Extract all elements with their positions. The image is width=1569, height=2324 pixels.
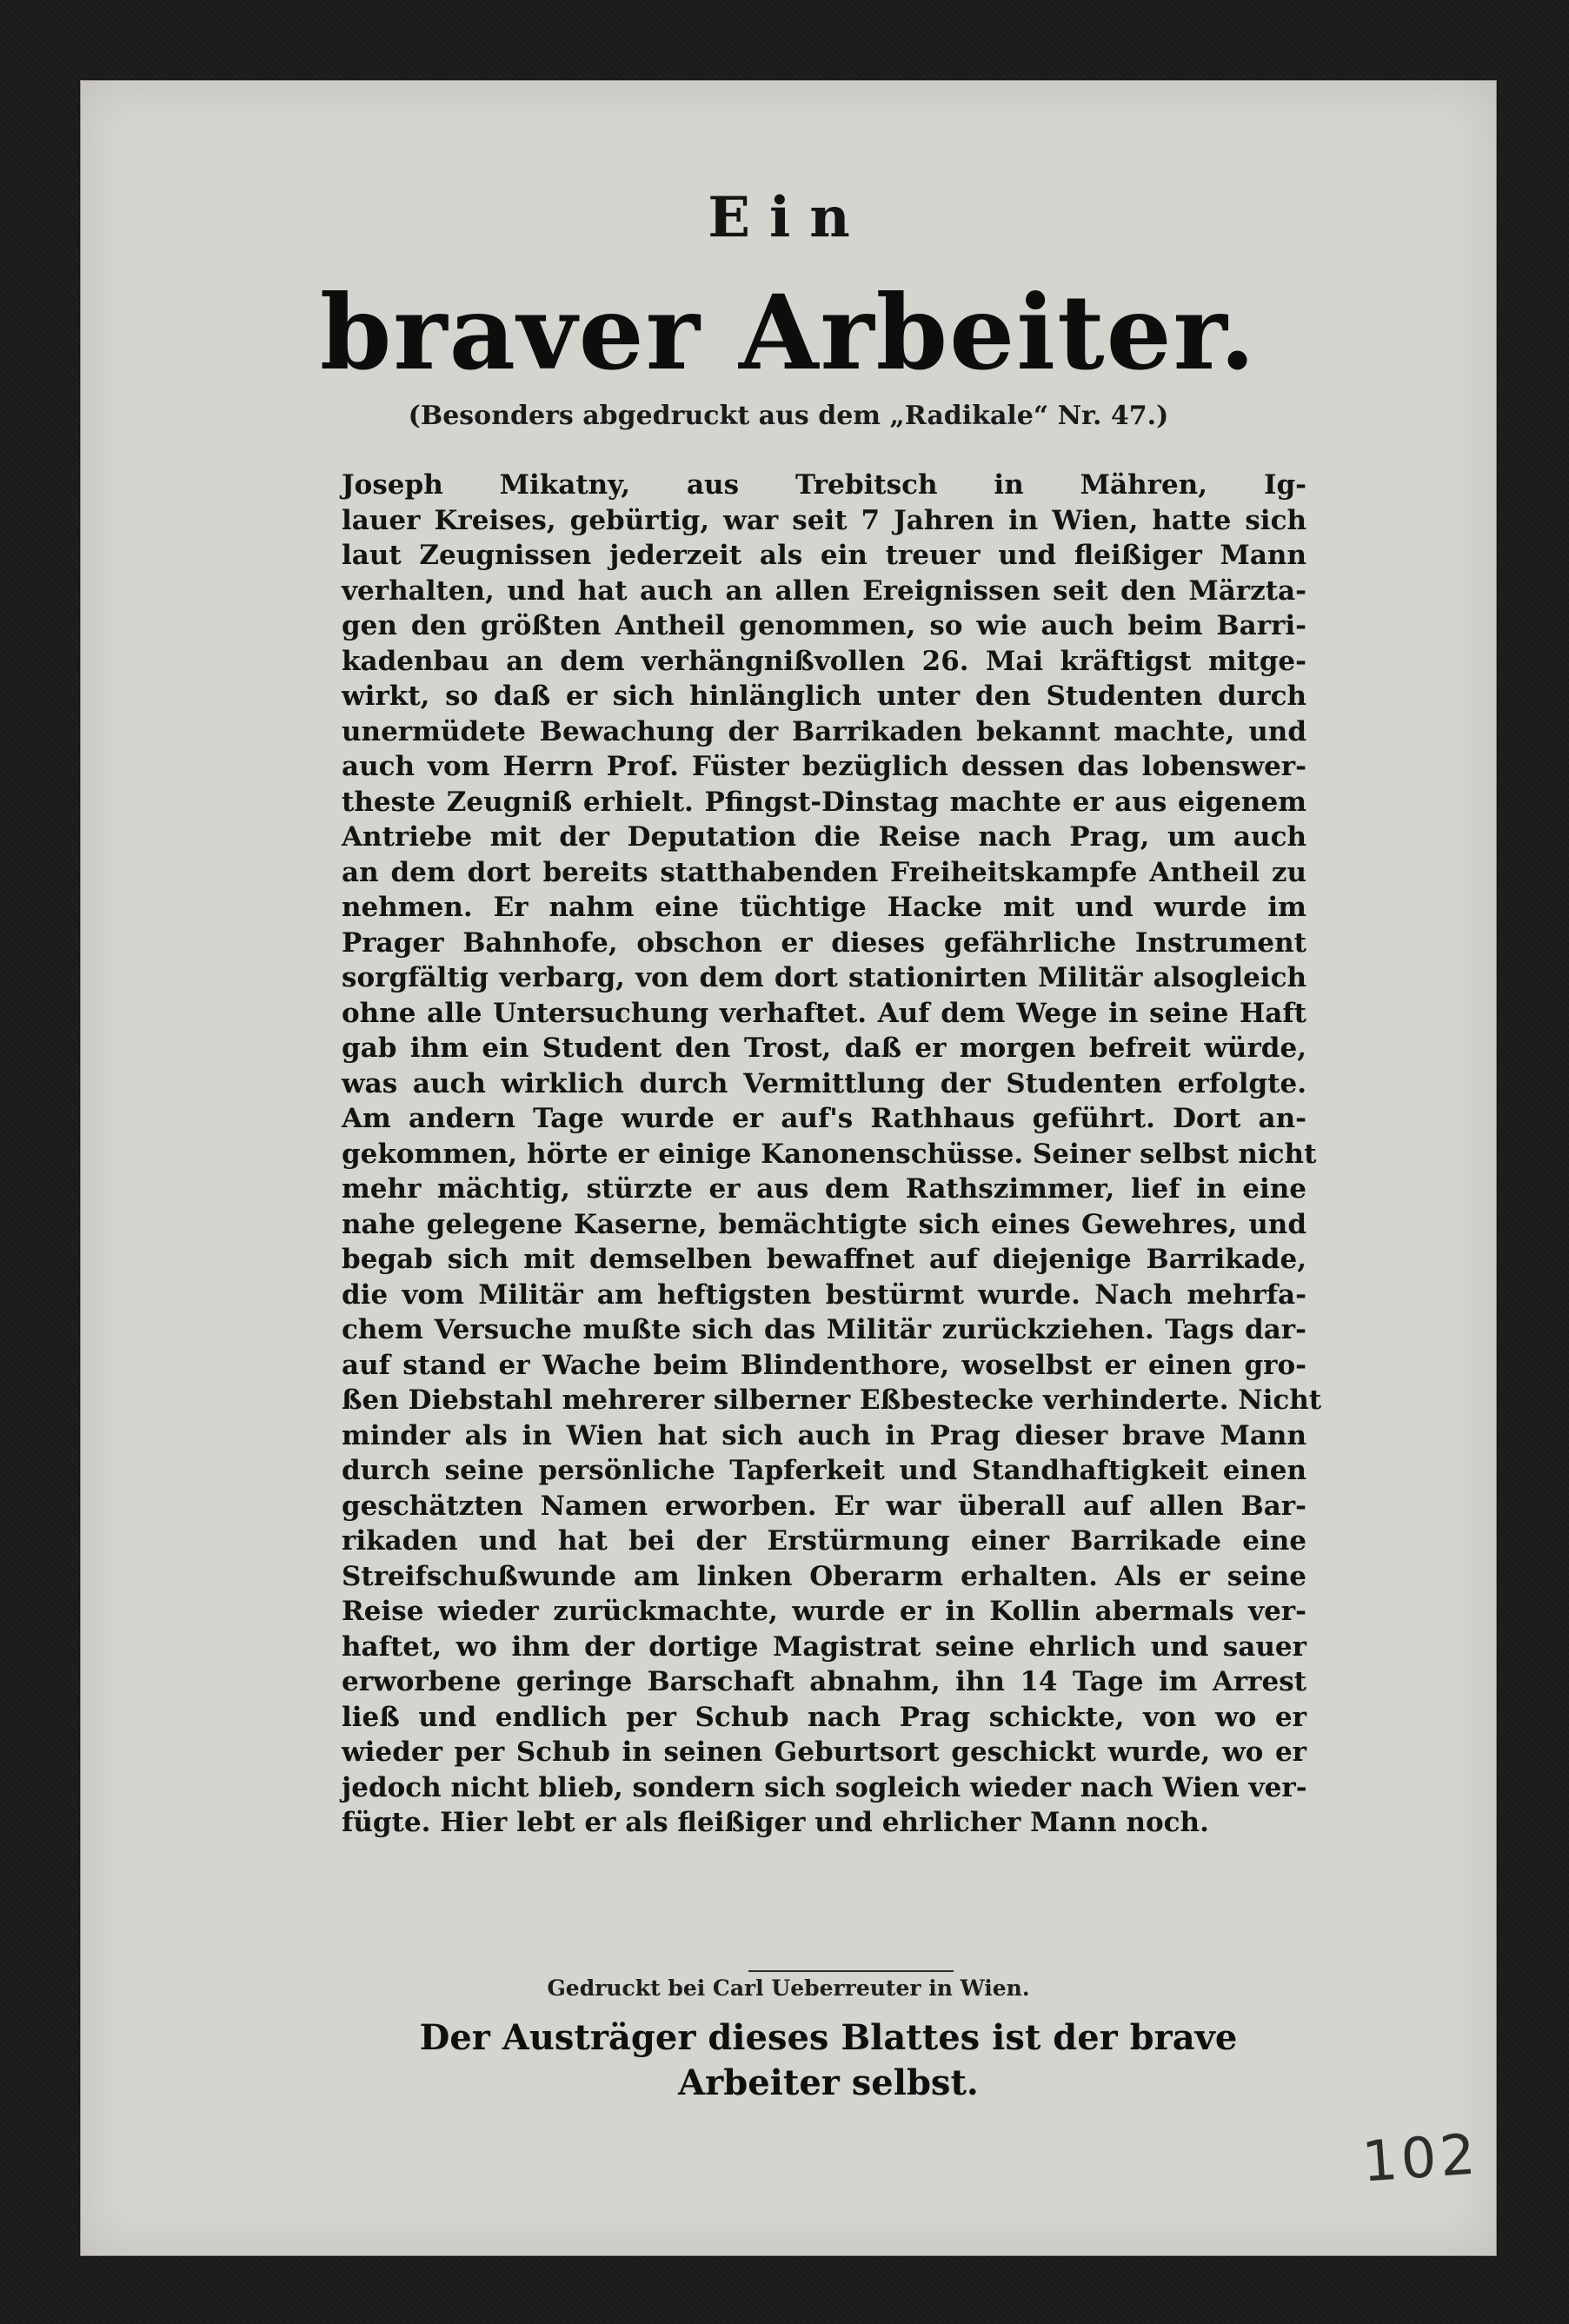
body-line: ließ und endlich per Schub nach Prag schickte, von wo er — [342, 1701, 1306, 1733]
body-line: verhalten, und hat auch an allen Ereignissen seit den Märzta- — [342, 574, 1306, 607]
body-line: Joseph Mikatny, aus Trebitsch in Mähren, Ig- — [342, 469, 1306, 501]
body-line: Streifschußwunde am linken Oberarm erhalten. Als er seine — [342, 1560, 1306, 1592]
body-line: gab ihm ein Student den Trost, daß er morgen befreit würde, — [342, 1033, 1306, 1064]
body-text — [342, 468, 1322, 1841]
body-line: wieder per Schub in seinen Geburtsort geschickt wurde, wo er — [342, 1736, 1306, 1768]
printer-rule — [748, 1970, 954, 1972]
body-line: rikaden und hat bei der Erstürmung einer Barrikade eine — [342, 1525, 1306, 1557]
body-line: gekommen, hörte er einige Kanonenschüsse. Seiner selbst nicht — [342, 1138, 1317, 1170]
body-line: Am andern Tage wurde er auf's Rathhaus geführt. Dort an- — [342, 1103, 1306, 1134]
body-line: Antriebe mit der Deputation die Reise nach Prag, um auch — [342, 821, 1306, 853]
body-line: unermüdete Bewachung der Barrikaden bekannt machte, und — [342, 715, 1306, 747]
body-line: gen den größten Antheil genommen, so wie auch beim Barri- — [342, 610, 1306, 641]
body-line: haftet, wo ihm der dortige Magistrat seine ehrlich und sauer — [342, 1630, 1306, 1663]
subtitle: (Besonders abgedruckt aus dem „Radikale“ Nr. 47.) — [408, 401, 1169, 431]
body-line: ßen Diebstahl mehrerer silberner Eßbestecke verhinderte. Nicht — [342, 1384, 1322, 1416]
body-line: chem Versuche mußte sich das Militär zurückziehen. Tags dar- — [342, 1314, 1306, 1345]
body-line: Reise wieder zurückmachte, wurde er in Kollin abermals ver- — [342, 1596, 1306, 1627]
broadsheet-page — [80, 80, 1497, 2256]
body-line: erworbene geringe Barschaft abnahm, ihn 14 Tage im Arrest — [342, 1666, 1306, 1697]
body-line: laut Zeugnissen jederzeit als ein treuer und fleißiger Mann — [342, 540, 1306, 571]
body-line: auch vom Herrn Prof. Füster bezüglich dessen das lobenswer- — [342, 751, 1306, 782]
handwritten-page-number: 102 — [1360, 2122, 1481, 2195]
body-line: ohne alle Untersuchung verhaftet. Auf dem Wege in seine Haft — [342, 997, 1306, 1029]
body-line: theste Zeugniß erhielt. Pfingst-Dinstag machte er aus eigenem — [342, 786, 1306, 818]
body-line: lauer Kreises, gebürtig, war seit 7 Jahren in Wien, hatte sich — [342, 504, 1306, 536]
title-line-1: Ein — [708, 185, 869, 250]
body-line: minder als in Wien hat sich auch in Prag dieser brave Mann — [342, 1419, 1306, 1451]
body-line: mehr mächtig, stürzte er aus dem Rathszimmer, lief in eine — [342, 1173, 1306, 1205]
body-line: fügte. Hier lebt er als fleißiger und ehrlicher Mann noch. — [342, 1807, 1209, 1838]
carrier-note: Der Austräger dieses Blattes ist der brave Arbeiter selbst. — [419, 2017, 1238, 2103]
body-line: begab sich mit demselben bewaffnet auf diejenige Barrikade, — [342, 1244, 1306, 1275]
body-line: jedoch nicht blieb, sondern sich sogleich wieder nach Wien ver- — [342, 1771, 1307, 1803]
body-line: was auch wirklich durch Vermittlung der Studenten erfolgte. — [342, 1067, 1306, 1099]
body-line: geschätzten Namen erworben. Er war überall auf allen Bar- — [342, 1490, 1306, 1522]
body-line: wirkt, so daß er sich hinlänglich unter den Studenten durch — [342, 681, 1306, 712]
body-line: nahe gelegene Kaserne, bemächtigte sich eines Gewehres, und — [342, 1208, 1306, 1240]
body-line: nehmen. Er nahm eine tüchtige Hacke mit und wurde im — [342, 892, 1306, 923]
title-line-2: braver Arbeiter. — [319, 272, 1258, 393]
printer-imprint: Gedruckt bei Carl Ueberreuter in Wien. — [547, 1975, 1030, 2001]
body-line: an dem dort bereits statthabenden Freiheitskampfe Antheil zu — [342, 856, 1306, 888]
body-line: Prager Bahnhofe, obschon er dieses gefährliche Instrument — [342, 926, 1306, 959]
body-line: kadenbau an dem verhängnißvollen 26. Mai kräftigst mitge- — [342, 645, 1306, 677]
body-line: sorgfältig verbarg, von dem dort stationirten Militär alsogleich — [342, 962, 1306, 993]
body-line: durch seine persönliche Tapferkeit und Standhaftigkeit einen — [342, 1455, 1306, 1486]
body-line: die vom Militär am heftigsten bestürmt wurde. Nach mehrfa- — [342, 1278, 1306, 1311]
body-line: auf stand er Wache beim Blindenthore, woselbst er einen gro- — [342, 1349, 1306, 1381]
